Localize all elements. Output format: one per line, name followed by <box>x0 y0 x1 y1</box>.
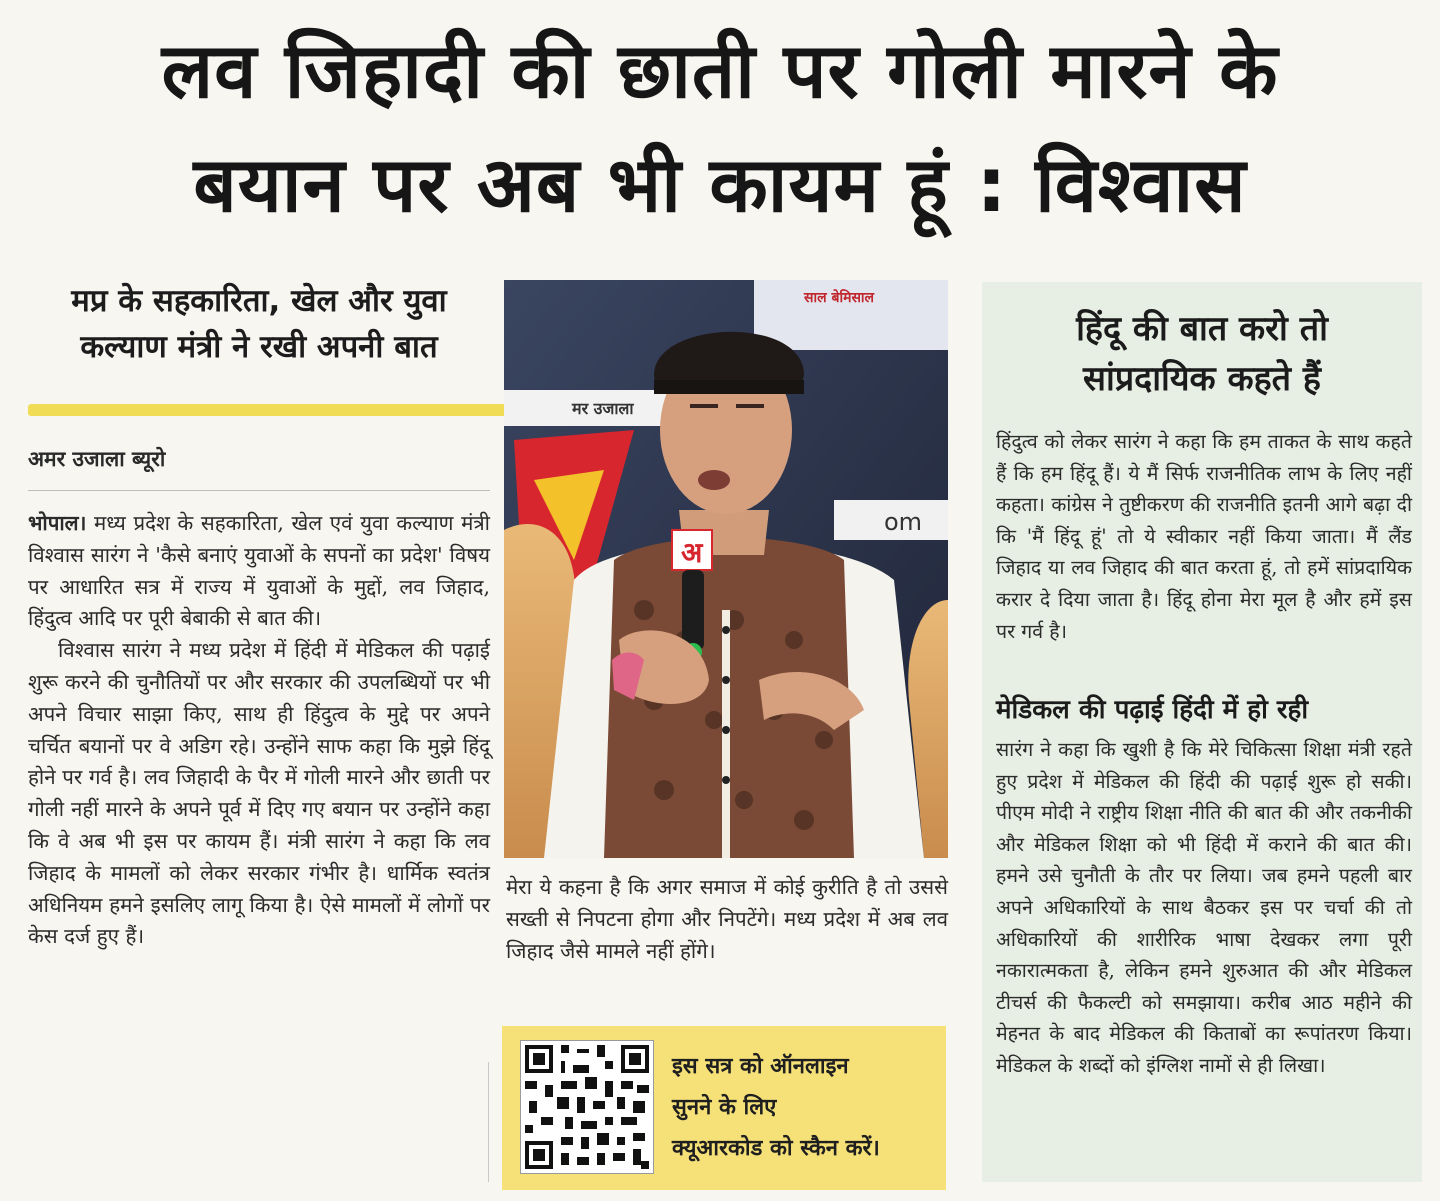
article-paragraph-1 <box>28 508 490 635</box>
qr-promo-line-3: क्यूआरकोड को स्कैन करें। <box>672 1136 880 1161</box>
dateline: भोपाल। <box>28 511 87 535</box>
subdeck-line-1: मप्र के सहकारिता, खेल और युवा <box>71 283 447 319</box>
sidebar-paragraph-1: हिंदुत्व को लेकर सारंग ने कहा कि हम ताकत के साथ कहते हैं कि हम हिंदू हैं। ये मैं सिर्फ राजनीतिक लाभ के लिए नहीं कहता। कांग्रेस ने तुष्टीकरण की राजनीति इतनी आगे बढ़ा दी कि 'मैं हिंदू हूं' तो ये स्वीकार नहीं किया जाता। मैं लैंड जिहाद या लव जिहाद की बात करता हूं, तो हमें सांप्रदायिक करार दे दिया जाता है। हिंदू होना मेरा मूल है और हमें इस पर गर्व है। <box>996 430 1412 643</box>
backdrop-text: मर उजाला <box>572 399 634 418</box>
headline-line-2: बयान पर अब भी कायम हूं : विश्वास <box>193 140 1247 229</box>
yellow-rule <box>28 404 558 416</box>
column-divider <box>488 1062 489 1182</box>
sidebar-paragraph-2: सारंग ने कहा कि खुशी है कि मेरे चिकित्सा शिक्षा मंत्री रहते हुए प्रदेश में मेडिकल की हिंदी की पढ़ाई शुरू हो सकी। पीएम मोदी ने राष्ट्रीय शिक्षा नीति की बात की और तकनीकी और मेडिकल शिक्षा को भी हिंदी में कराने की बात की। हमने उसे चुनौती के तौर पर लिया। जब हमने पहली बार अपने अधिकारियों के साथ बैठकर इस पर चर्चा की तो अधिकारियों की शारीरिक भाषा देखकर लगा पूरी नकारात्मकता है, लेकिन हमने शुरुआत की और मेडिकल टीचर्स की फैकल्टी को समझाया। करीब आठ महीने की मेहनत के बाद मेडिकल की किताबों का रूपांतरण किया। मेडिकल के शब्दों को इंग्लिश नामों से ही लिखा। <box>996 738 1412 1077</box>
speaker-photo <box>504 280 948 858</box>
article-paragraph-2: विश्वास सारंग ने मध्य प्रदेश में हिंदी में मेडिकल की पढ़ाई शुरू करने की चुनौतियों पर और सरकार की उपलब्धियों पर भी अपने विचार साझा किए, साथ ही हिंदुत्व के मुद्दे पर अपने चर्चित बयानों पर वे अडिग रहे। उन्होंने साफ कहा कि मुझे हिंदू होने पर गर्व है। लव जिहादी के पैर में गोली मारने और छाती पर गोली नहीं मारने के अपने पूर्व में दिए गए बयान पर उन्होंने कहा कि वे अब भी इस पर कायम हैं। मंत्री सारंग ने कहा कि लव जिहाद के मामलों को लेकर सरकार गंभीर है। धार्मिक स्वतंत्र अधिनियम हमने इसलिए लागू किया है। ऐसे मामलों में लोगों पर केस दर्ज हुए हैं। <box>28 638 490 949</box>
sidebar-box <box>982 282 1422 1182</box>
qr-code[interactable] <box>520 1040 654 1174</box>
mic-logo-text: अ <box>681 536 703 569</box>
article-body <box>28 508 490 953</box>
subdeck <box>24 278 494 370</box>
subdeck-line-2: कल्याण मंत्री ने रखी अपनी बात <box>80 329 438 365</box>
article-continued: मेरा ये कहना है कि अगर समाज में कोई कुरीति है तो उससे सख्ती से निपटना होगा और निपटेंगे। मध्य प्रदेश में अब लव जिहाद जैसे मामले नहीं होंगे। <box>506 875 948 963</box>
qr-promo-line-1: इस सत्र को ऑनलाइन <box>672 1054 849 1079</box>
byline-divider <box>28 490 490 491</box>
sidebar-title-line-2: सांप्रदायिक कहते हैं <box>1083 359 1321 399</box>
backdrop-suffix: om <box>884 508 923 536</box>
sidebar-title <box>982 304 1422 404</box>
qr-promo-text <box>672 1046 942 1169</box>
headline <box>0 14 1440 242</box>
qr-promo-line-2: सुनने के लिए <box>672 1095 777 1120</box>
sidebar-title-line-1: हिंदू की बात करो तो <box>1076 309 1328 349</box>
sidebar-subheading: मेडिकल की पढ़ाई हिंदी में हो रही <box>996 695 1309 725</box>
headline-line-1: लव जिहादी की छाती पर गोली मारने के <box>161 26 1279 115</box>
byline: अमर उजाला ब्यूरो <box>28 447 166 471</box>
qr-promo-box <box>502 1026 946 1190</box>
banner-text: साल बेमिसाल <box>804 290 875 306</box>
article-paragraph-1-text: मध्य प्रदेश के सहकारिता, खेल एवं युवा कल्याण मंत्री विश्वास सारंग ने 'कैसे बनाएं युवाओं के सपनों का प्रदेश' विषय पर आधारित सत्र में राज्य में युवाओं के मुद्दों, लव जिहाद, हिंदुत्व आदि पर पूरी बेबाकी से बात की। <box>28 511 490 631</box>
